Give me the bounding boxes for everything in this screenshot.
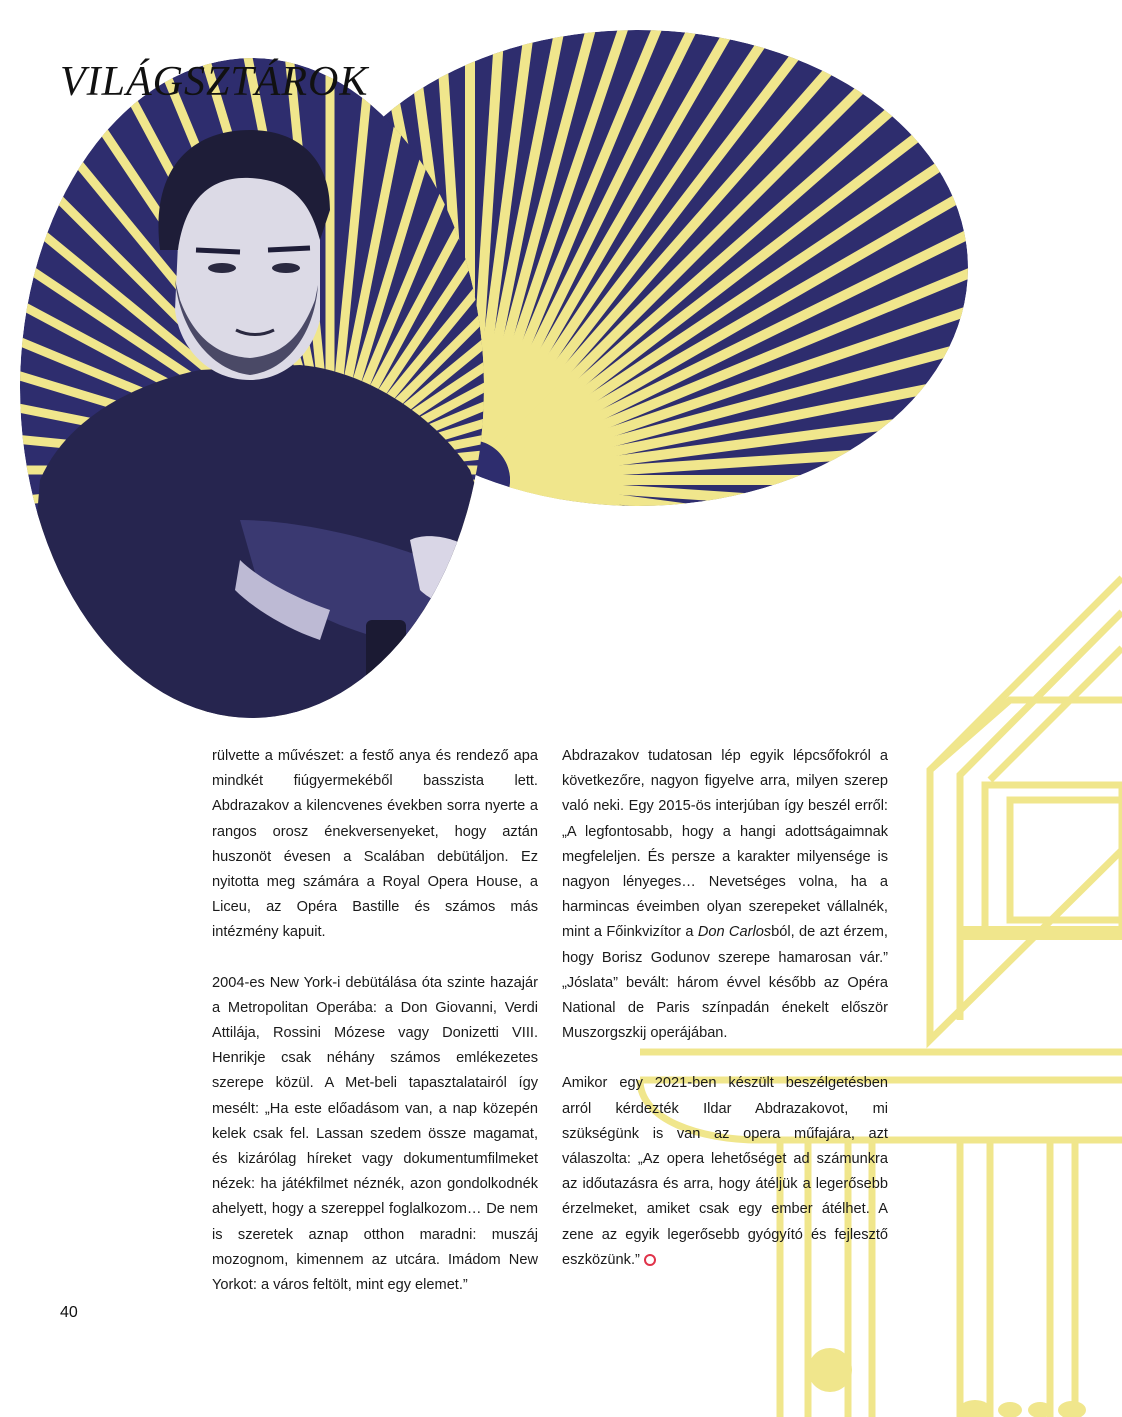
paragraph-text: ból, de azt érzem, hogy Borisz Godunov szerepe hamarosan vár.” „Jóslata” bevált: három évvel később az Opéra National de Paris színpadán énekelt először Muszorgszkij operájában. <box>562 924 888 1042</box>
section-kicker: VILÁGSZTÁROK <box>60 59 369 105</box>
opera-title: Don Carlos <box>697 924 772 941</box>
article-column-right <box>562 744 888 1273</box>
article-paragraph: 2004-es New York-i debütálása óta szinte hazajár a Metropolitan Operába: a Don Giovanni, Verdi Attilája, Rossini Mózese vagy Donizetti VIII. Henrikje csak néhány számos emlékezetes szerepe közül. A Met-beli tapasztalatairól így mesélt: „Ha este előadásom van, a nap közepén kelek csak fel. Lassan szedem össze magamat, és kizárólag híreket vagy dokumentumfilmeket nézek: ha játékfilmet néznék, azon gondolkodnék ahelyett, hogy a szereppel foglalkozom… De nem is szeretek aznap otthon maradni: muszáj mozognom, kimennem az utcára. Imádom New Yorkot: a város feltölt, mint egy elemet.” <box>212 974 538 1294</box>
article-paragraph <box>562 744 888 1046</box>
paragraph-text: Amikor egy 2021-ben készült beszélgetésben arról kérdezték Ildar Abdrazakovot, mi szükségünk is van az opera műfajára, azt válaszolta: „Az opera lehetőséget ad számunkra az időutazásra és arra, hogy átéljük a legerősebb érzelmeket, amiket csak egy ember átélhet. A zene az egyik legerősebb gyógyító és fejlesztő eszközünk.” <box>562 1075 888 1268</box>
article-paragraph <box>562 1071 888 1273</box>
article-paragraph: rülvette a művészet: a festő anya és rendező apa mindkét fiúgyermekéből basszista lett. Abdrazakov a kilencvenes években sorra nyerte a rangos orosz énekversenyeket, hogy aztán huszonöt évesen a Scalában debütáljon. Ez nyitotta meg számára a Royal Opera House, a Liceu, az Opéra Bastille és számos más intézmény kapuit. <box>212 748 538 941</box>
end-mark-icon <box>644 1254 656 1266</box>
sunburst-ray <box>510 485 1122 571</box>
piano-feet <box>959 1400 1086 1417</box>
piano-key-bar <box>962 926 1122 940</box>
article-column-left <box>212 744 538 1298</box>
sunburst-ray <box>509 490 1122 661</box>
page-number: 40 <box>60 1304 78 1321</box>
sunburst-ray <box>525 499 1122 705</box>
paragraph-text: Abdrazakov tudatosan lép egyik lépcsőfokról a következőre, nagyon figyelve arra, milyen szerep való neki. Egy 2015-ös interjúban így beszél erről: „A legfontosabb, hogy a hangi adottságaimnak megfeleljen. És persze a karakter milyensége is nagyon lényeges… Nevetséges volna, ha a harmincas éveimben olyan szerepeket vállalnék, mint a Főinkvizítor a <box>562 748 888 941</box>
sunburst-ray <box>527 491 1122 616</box>
piano-pedal <box>808 1348 852 1392</box>
